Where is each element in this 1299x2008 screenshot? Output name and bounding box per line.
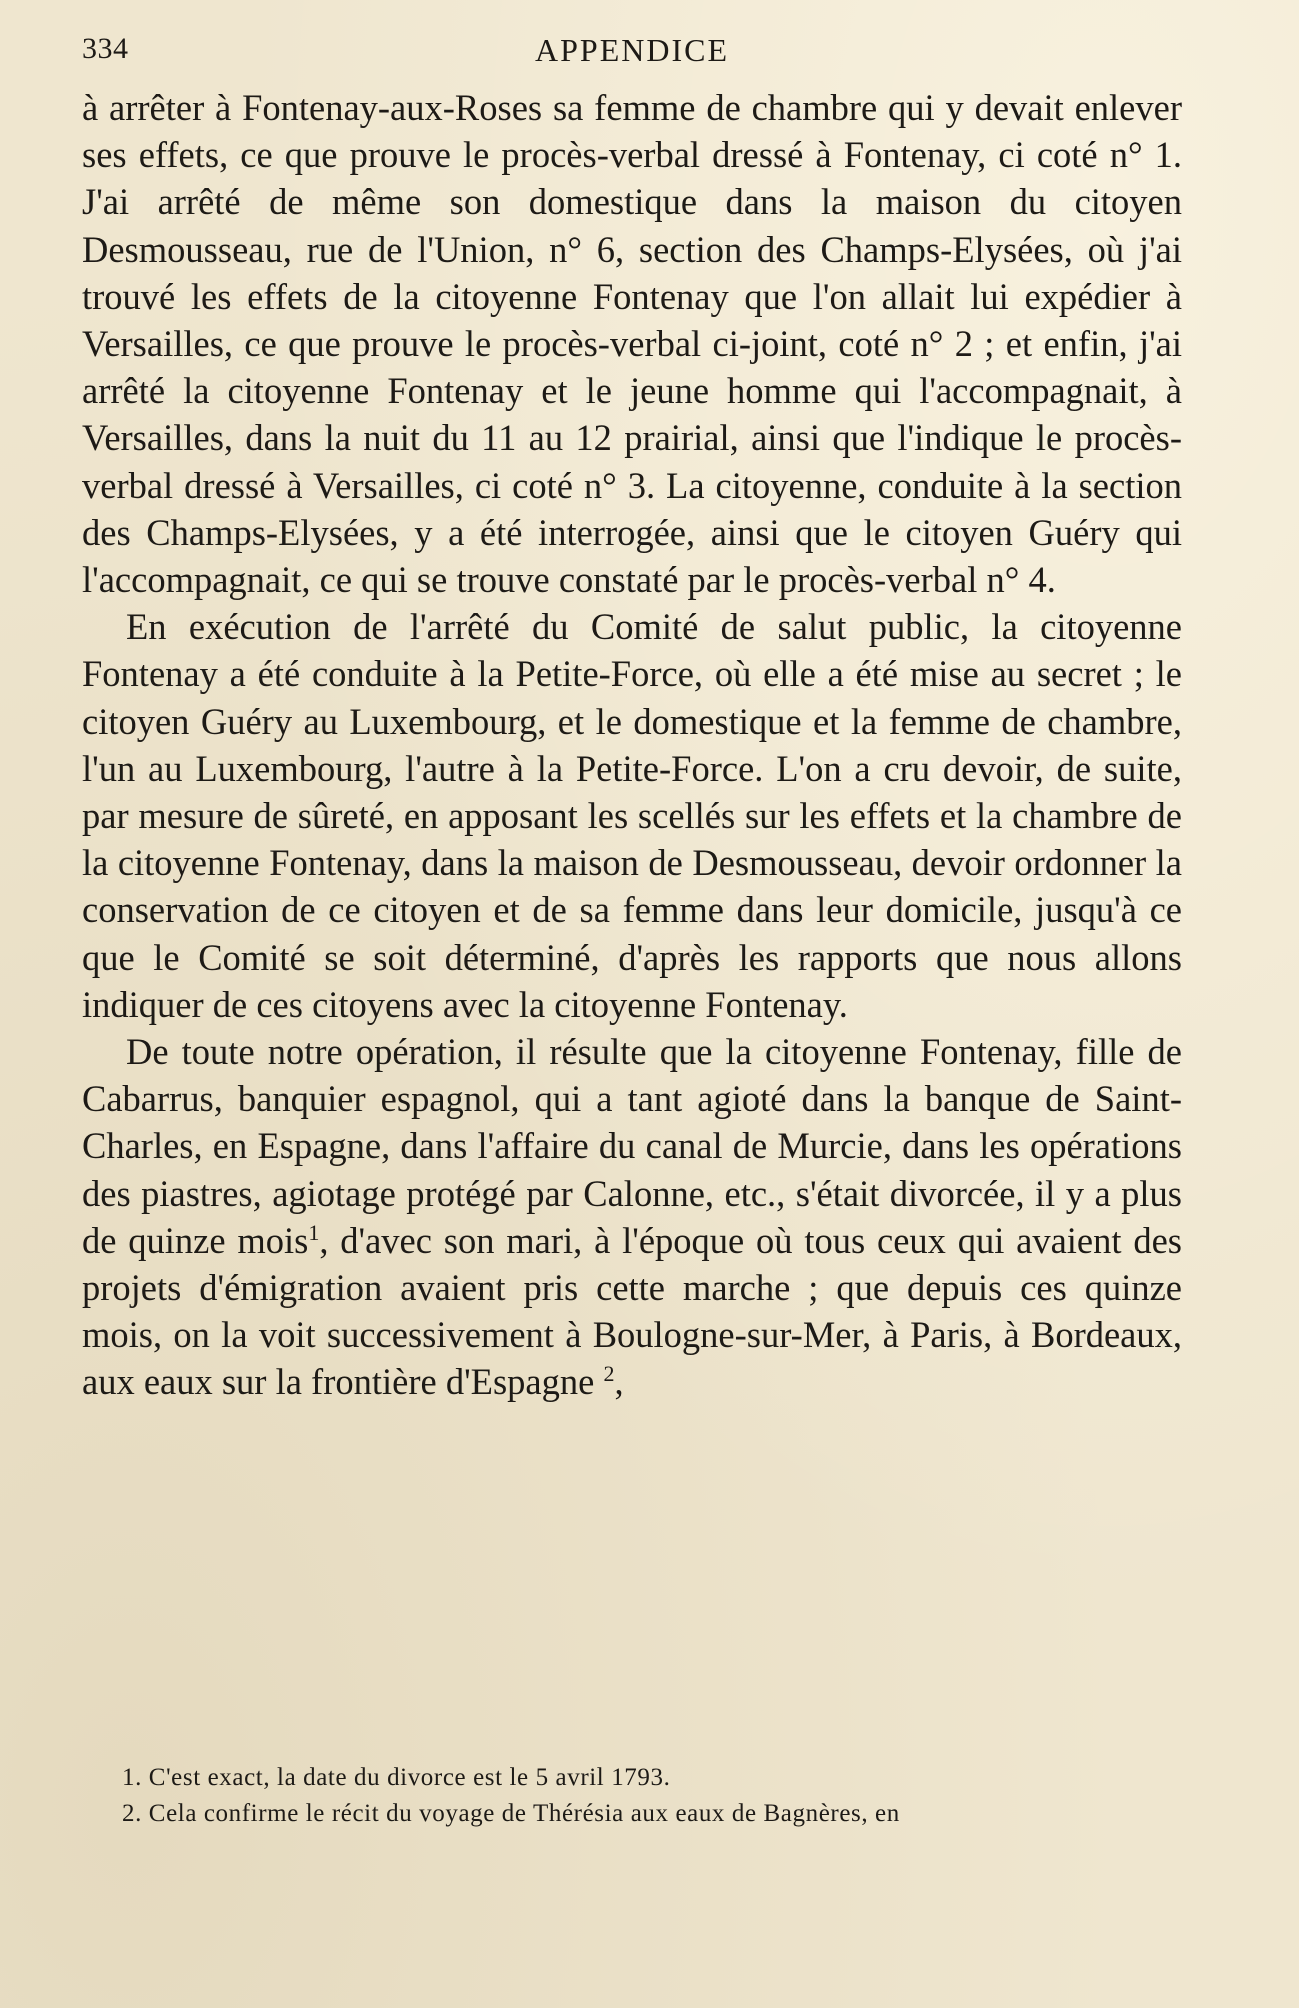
page-number: 334 xyxy=(82,32,129,65)
paragraph-3-text-b: , d'avec son mari, à l'époque où tous ceux qui avaient des projets d'émigration avaient pris cette marche ; que depuis ces quinze mois, on la voit successivement à Boulogne-sur-Mer, à Paris, à Bordeaux, aux eaux sur la frontière d'Espagne xyxy=(82,1219,1182,1403)
paragraph-1: à arrêter à Fontenay-aux-Roses sa femme de chambre qui y devait enlever ses effets, ce que prouve le procès-verbal dressé à Fontenay, ci coté n° 1. J'ai arrêté de même son domestique dans la maison du citoyen Desmousseau, rue de l'Union, n° 6, section des Champs-Elysées, où j'ai trouvé les effets de la citoyenne Fontenay que l'on allait lui expédier à Versailles, ce que prouve le procès-verbal ci-joint, coté n° 2 ; et enfin, j'ai arrêté la citoyenne Fontenay et le jeune homme qui l'accompagnait, à Versailles, dans la nuit du 11 au 12 prairial, ainsi que l'indique le procès-verbal dressé à Versailles, ci coté n° 3. La citoyenne, conduite à la section des Champs-Elysées, y a été interrogée, ainsi que le citoyen Guéry qui l'accompagnait, ce qui se trouve constaté par le procès-verbal n° 4. xyxy=(82,87,1182,601)
page xyxy=(82,32,1182,1406)
footnote-ref-1: 1 xyxy=(308,1219,320,1245)
footnotes xyxy=(82,1760,1182,1832)
footnote-2: 2. Cela confirme le récit du voyage de Thérésia aux eaux de Bagnères, en xyxy=(122,1800,900,1827)
page-header xyxy=(82,32,1182,84)
running-title: APPENDICE xyxy=(534,32,729,68)
body-text xyxy=(82,84,1182,1406)
footnote-ref-2: 2 xyxy=(603,1361,615,1387)
paragraph-2: En exécution de l'arrêté du Comité de salut public, la citoyenne Fontenay a été conduite à la Petite-Force, où elle a été mise au secret ; le citoyen Guéry au Luxembourg, et le domestique et la femme de chambre, l'un au Luxembourg, l'autre à la Petite-Force. L'on a cru devoir, de suite, par mesure de sûreté, en apposant les scellés sur les effets et la chambre de la citoyenne Fontenay, dans la maison de Desmousseau, devoir ordonner la conservation de ce citoyen et de sa femme dans leur domicile, jusqu'à ce que le Comité se soit déterminé, d'après les rapports que nous allons indiquer de ces citoyens avec la citoyenne Fontenay. xyxy=(82,606,1182,1025)
paragraph-3-text-a: De toute notre opération, il résulte que la citoyenne Fontenay, fille de Cabarrus, banquier espagnol, qui a tant agioté dans la banque de Saint-Charles, en Espagne, dans l'affaire du canal de Murcie, dans les opérations des piastres, agiotage protégé par Calonne, etc., s'était divorcée, il y a plus de quinze mois xyxy=(82,1031,1182,1261)
footnote-1: 1. C'est exact, la date du divorce est le 5 avril 1793. xyxy=(122,1764,671,1791)
paragraph-3 xyxy=(82,1028,1182,1406)
paragraph-3-text-c: , xyxy=(614,1361,624,1403)
